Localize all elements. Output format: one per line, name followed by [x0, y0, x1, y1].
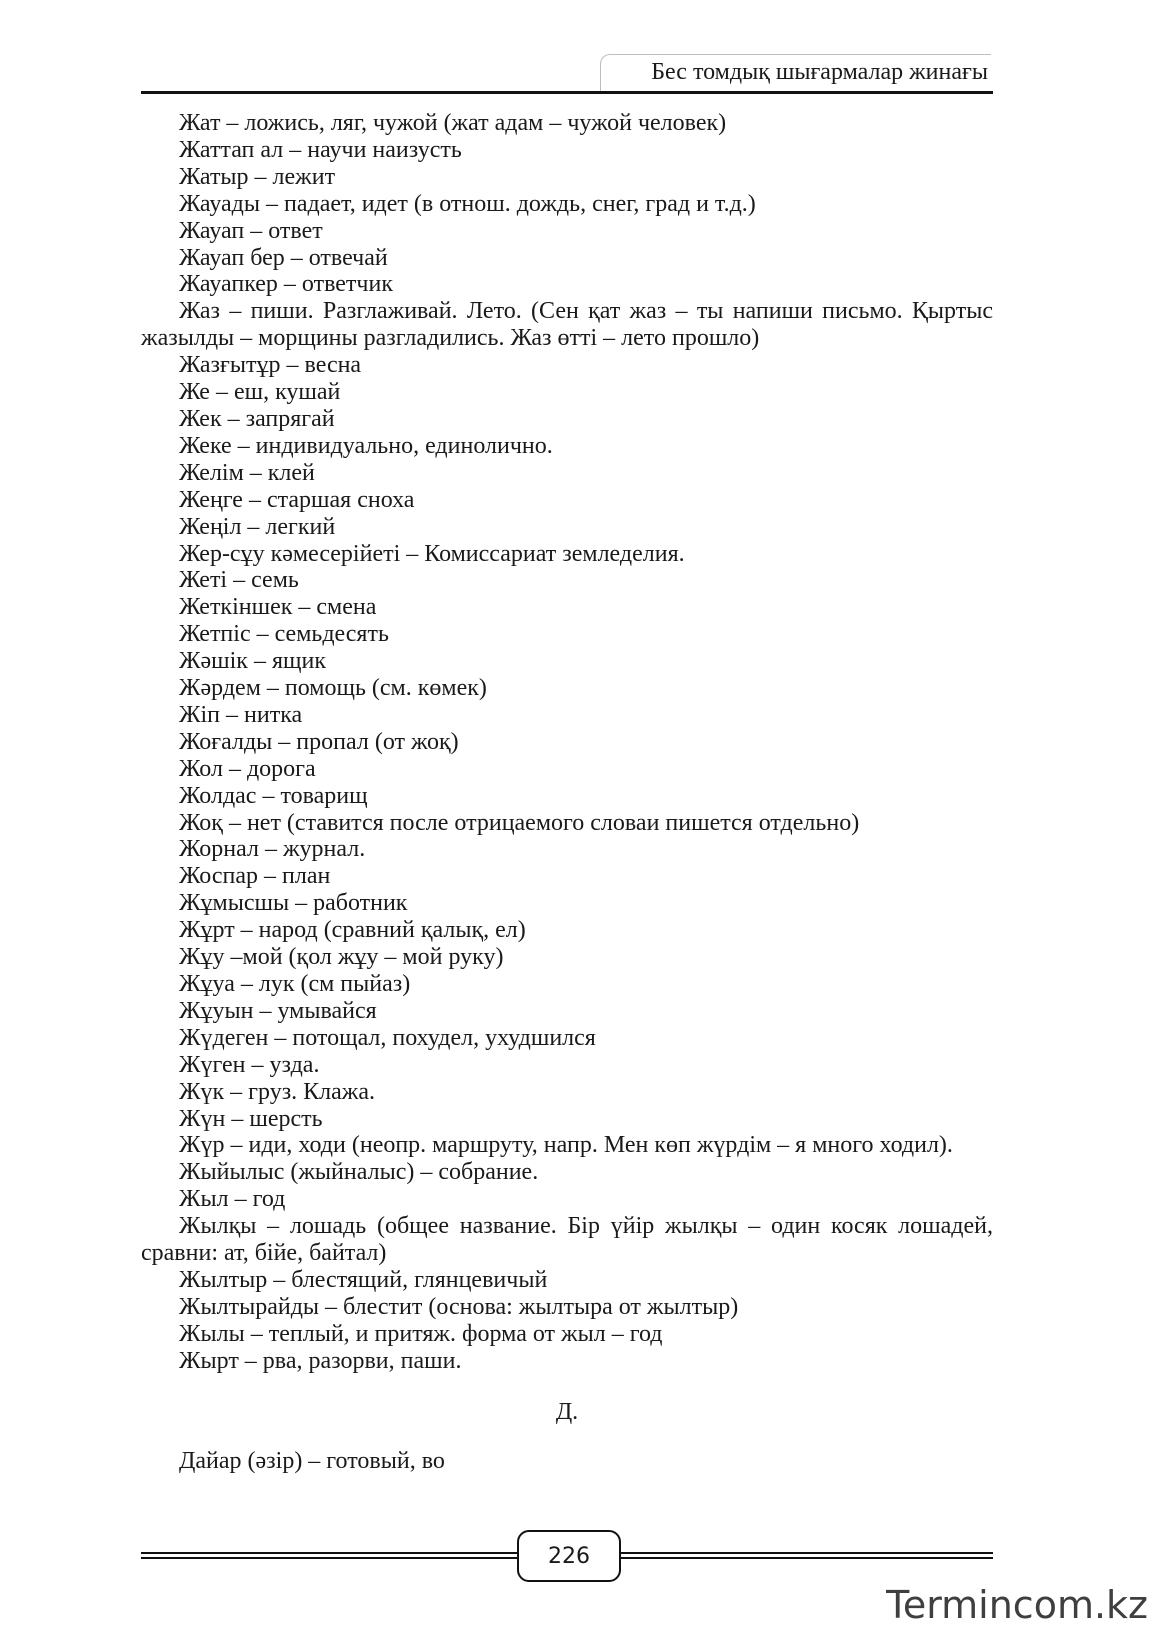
dictionary-entry: Жырт – рва, разорви, паши.	[179, 1347, 462, 1374]
dictionary-entry: Жүдеген – потощал, похудел, ухудшился	[179, 1024, 596, 1051]
dictionary-entry: Жұмысшы – работник	[179, 890, 408, 917]
dictionary-entry: Жұрт – народ (сравний қалық, ел)	[179, 917, 526, 944]
dictionary-entry: Жолдас – товарищ	[179, 782, 368, 809]
dictionary-entry: Жүген – узда.	[179, 1051, 320, 1078]
dictionary-entry: Жат – ложись, ляг, чужой (жат адам – чужой человек)	[179, 110, 727, 136]
dictionary-entry: Жылқы – лошадь (общее название. Бір үйір жылқы – один косяк лошадей, сравни: ат, бійе, байтал)	[141, 1213, 993, 1267]
dictionary-entry: Жүн – шерсть	[179, 1105, 323, 1132]
dictionary-entry: Жұу –мой (қол жұу – мой руку)	[179, 944, 504, 971]
dictionary-entry: Жауады – падает, идет (в отнош. дождь, снег, град и т.д.)	[179, 190, 756, 217]
dictionary-entry: Жылы – теплый, и притяж. форма от жыл – год	[179, 1320, 663, 1347]
dictionary-entry: Жатыр – лежит	[179, 163, 336, 190]
dictionary-entry: Жәшік – ящик	[179, 648, 326, 675]
dictionary-entry: Жеңге – старшая сноха	[179, 486, 415, 513]
dictionary-entry: Жоқ – нет (ставится после отрицаемого словаи пишется отдельно)	[179, 809, 860, 836]
section-letter-heading: Д.	[555, 1398, 579, 1425]
dictionary-entry: Жауап – ответ	[179, 217, 323, 244]
dictionary-entry: Жұуын – умывайся	[179, 997, 377, 1024]
dictionary-entry: Дайар (әзір) – готовый, во	[179, 1447, 445, 1474]
dictionary-entry: Жорнал – журнал.	[179, 836, 366, 863]
header-rule	[141, 91, 993, 94]
page-footer	[141, 1530, 993, 1590]
dictionary-entry: Жер-сұу кәмесерійеті – Комиссариат земледелия.	[179, 540, 685, 567]
dictionary-entry: Жеңіл – легкий	[179, 513, 336, 540]
dictionary-entry: Жол – дорога	[179, 755, 316, 782]
dictionary-entry: Жылтырайды – блестит (основа: жылтыра от жылтыр)	[179, 1293, 739, 1320]
running-header-title: Бес томдық шығармалар жинағы	[651, 59, 988, 85]
dictionary-entry: Жоспар – план	[179, 863, 331, 890]
dictionary-entry: Жұуа – лук (см пыйаз)	[179, 971, 411, 997]
dictionary-entry: Жіп – нитка	[179, 701, 303, 728]
dictionary-entry: Жеке – индивидуально, единолично.	[179, 432, 553, 459]
page-number: 226	[548, 1543, 590, 1569]
dictionary-entry: Жаз – пиши. Разглаживай. Лето. (Сен қат жаз – ты напиши письмо. Қыртыс жазылды – морщины разгладились. Жаз өтті – лето прошло)	[141, 298, 993, 352]
dictionary-entry: Жыл – год	[179, 1186, 286, 1213]
dictionary-entry: Жеті – семь	[179, 567, 299, 594]
dictionary-entry: Жүк – груз. Клажа.	[179, 1078, 376, 1105]
dictionary-entry: Жеткіншек – смена	[179, 594, 377, 621]
dictionary-entry: Жаттап ал – научи наизусть	[179, 136, 462, 163]
dictionary-entry: Жазғытұр – весна	[179, 352, 362, 379]
dictionary-entry: Же – еш, кушай	[179, 379, 341, 406]
site-watermark: Termincom.kz	[886, 1583, 1148, 1627]
page-number-badge	[517, 1530, 621, 1582]
dictionary-entry: Жүр – иди, ходи (неопр. маршруту, напр. Мен көп жүрдім – я много ходил).	[179, 1132, 953, 1159]
dictionary-entry: Жыйылыс (жыйналыс) – собрание.	[179, 1159, 539, 1186]
dictionary-content	[141, 110, 993, 1474]
dictionary-entry: Жауап бер – отвечай	[179, 244, 388, 271]
dictionary-entry: Жек – запрягай	[179, 405, 335, 432]
dictionary-entry: Жоғалды – пропал (от жоқ)	[179, 728, 459, 755]
dictionary-entry: Жылтыр – блестящий, глянцевичый	[179, 1266, 548, 1293]
dictionary-entry: Желім – клей	[179, 459, 315, 486]
dictionary-entry: Жәрдем – помощь (см. көмек)	[179, 675, 487, 702]
dictionary-entry: Жетпіс – семьдесять	[179, 621, 389, 648]
dictionary-entry: Жауапкер – ответчик	[179, 271, 393, 298]
